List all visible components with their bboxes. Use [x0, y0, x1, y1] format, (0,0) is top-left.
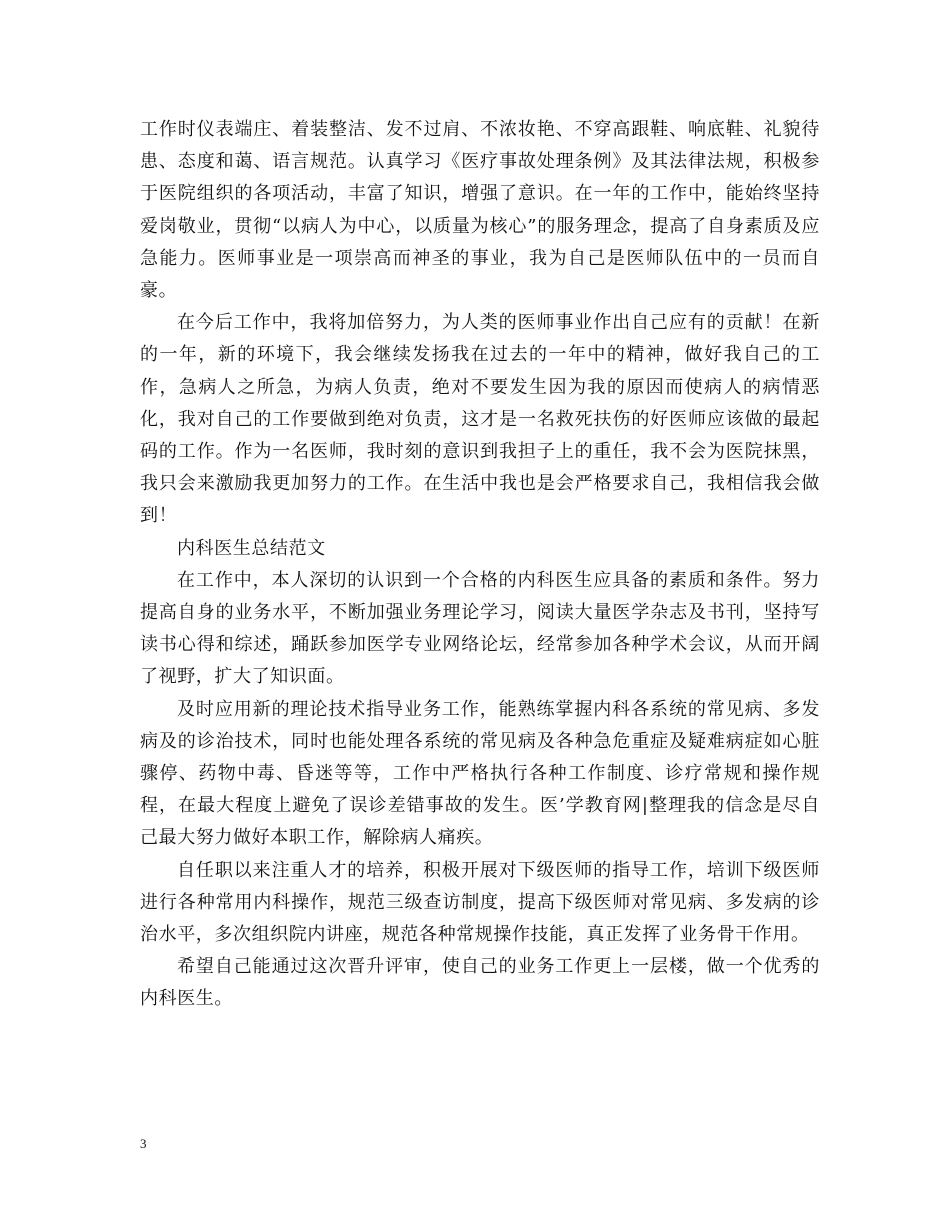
document-body: [140, 114, 820, 1016]
paragraph-clinical-skills: 及时应用新的理论技术指导业务工作，能熟练掌握内科各系统的常见病、多发病及的诊治技术，同时也能处理各系统的常见病及各种急危重症及疑难病症如心脏骤停、药物中毒、昏迷等等，工作中严格执行各种工作制度、诊疗常规和操作规程，在最大程度上避免了误诊差错事故的发生。医’学教育网|整理我的信念是尽自己最大努力做好本职工作，解除病人痛疾。: [140, 698, 820, 849]
section-heading: 内科医生总结范文: [177, 537, 326, 559]
paragraph-professional-study: 在工作中，本人深切的认识到一个合格的内科医生应具备的素质和条件。努力提高自身的业务水平，不断加强业务理论学习，阅读大量医学杂志及书刊，坚持写读书心得和综述，踊跃参加医学专业网络论坛，经常参加各种学术会议，从而开阔了视野，扩大了知识面。: [140, 569, 820, 688]
paragraph-promotion-hope: 希望自己能通过这次晋升评审，使自己的业务工作更上一层楼，做一个优秀的内科医生。: [140, 956, 820, 1010]
paragraph-staff-training: 自任职以来注重人才的培养，积极开展对下级医师的指导工作，培训下级医师进行各种常用内科操作，规范三级查访制度，提高下级医师对常见病、多发病的诊治水平，多次组织院内讲座，规范各种常规操作技能，真正发挥了业务骨干作用。: [140, 859, 820, 946]
paragraph-future-commitment: 在今后工作中，我将加倍努力，为人类的医师事业作出自己应有的贡献！在新的一年，新的环境下，我会继续发扬我在过去的一年中的精神，做好我自己的工作，急病人之所急，为病人负责，绝对不要发生因为我的原因而使病人的病情恶化，我对自己的工作要做到绝对负责，这才是一名救死扶伤的好医师应该做的最起码的工作。作为一名医师，我时刻的意识到我担子上的重任，我不会为医院抹黑，我只会来激励我更加努力的工作。在生活中我也是会严格要求自己，我相信我会做到！: [140, 312, 820, 527]
paragraph-work-conduct: 工作时仪表端庄、着装整洁、发不过肩、不浓妆艳、不穿高跟鞋、响底鞋、礼貌待患、态度和蔼、语言规范。认真学习《医疗事故处理条例》及其法律法规，积极参于医院组织的各项活动，丰富了知识，增强了意识。在一年的工作中，能始终坚持爱岗敬业，贯彻“以病人为中心，以质量为核心”的服务理念，提高了自身素质及应急能力。医师事业是一项崇高而神圣的事业，我为自己是医师队伍中的一员而自豪。: [140, 119, 820, 302]
page-number: 3: [140, 1136, 147, 1151]
